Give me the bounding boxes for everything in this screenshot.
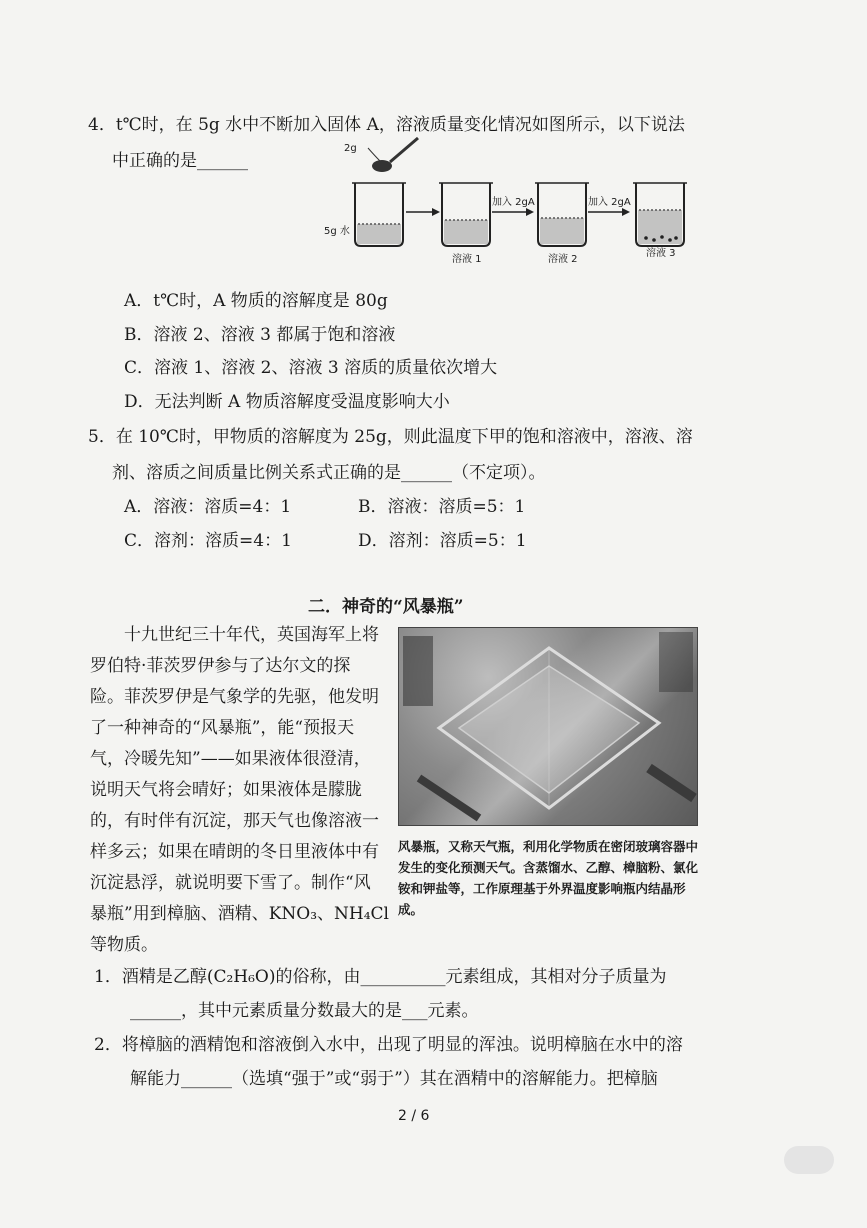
s2-q1-line2: ______，其中元素质量分数最大的是___元素。 <box>130 1001 479 1021</box>
photo-caption <box>398 836 698 920</box>
q4-option-c: C．溶液 1、溶液 2、溶液 3 溶质的质量依次增大 <box>124 358 498 378</box>
q5-option-c: C．溶剂：溶质=4：1 <box>124 531 292 551</box>
beaker3-label: 溶液 3 <box>646 248 676 259</box>
page-number: 2 / 6 <box>398 1108 430 1124</box>
passage-line: 险。菲茨罗伊是气象学的先驱，他发明 <box>90 687 379 707</box>
caption-line: 发生的变化预测天气。含蒸馏水、乙醇、樟脑粉、氯化 <box>398 860 699 875</box>
section2-title: 二．神奇的“风暴瓶” <box>308 597 464 617</box>
beaker-1-icon <box>352 183 406 246</box>
s2-q2-line1: 2．将樟脑的酒精饱和溶液倒入水中，出现了明显的浑浊。说明樟脑在水中的溶 <box>94 1035 683 1055</box>
q5-option-a: A．溶液：溶质=4：1 <box>124 497 292 517</box>
q4-option-a: A．t℃时，A 物质的溶解度是 80g <box>124 291 388 311</box>
q4-option-b: B．溶液 2、溶液 3 都属于饱和溶液 <box>124 325 396 345</box>
spoon-icon <box>368 138 418 172</box>
passage-line: 十九世纪三十年代，英国海军上将 <box>124 625 379 645</box>
caption-line: 风暴瓶，又称天气瓶，利用化学物质在密闭玻璃容器中 <box>398 839 699 854</box>
beaker-4-icon <box>633 183 687 246</box>
passage-line: 说明天气将会晴好；如果液体是朦胧 <box>90 780 362 800</box>
s2-q2-line2: 解能力______（选填“强于”或“弱于”）其在酒精中的溶解能力。把樟脑 <box>130 1069 658 1089</box>
arrow3-label: 加入 2gA <box>588 197 631 208</box>
caption-line: 铵和钾盐等，工作原理基于外界温度影响瓶内结晶形 <box>398 881 686 896</box>
section2-passage <box>90 620 389 961</box>
passage-line: 等物质。 <box>90 935 158 955</box>
q4-line2: 中正确的是______ <box>112 151 248 171</box>
passage-line: 的，有时伴有沉淀，那天气也像溶液一 <box>90 811 379 831</box>
q5-option-d: D．溶剂：溶质=5：1 <box>358 531 527 551</box>
arrow-2-icon <box>492 208 534 216</box>
arrow-3-icon <box>588 208 630 216</box>
s2-q1-line1: 1．酒精是乙醇(C₂H₆O)的俗称，由__________元素组成，其相对分子质量为 <box>94 967 667 987</box>
water-label: 5g 水 <box>324 226 350 237</box>
passage-line: 样多云；如果在晴朗的冬日里液体中有 <box>90 842 379 862</box>
arrow2-label: 加入 2gA <box>492 197 535 208</box>
spoon-label: 2g <box>344 143 357 154</box>
q4-line1: 4．t℃时，在 5g 水中不断加入固体 A，溶液质量变化情况如图所示，以下说法 <box>88 115 685 135</box>
beaker1-label: 溶液 1 <box>452 254 482 265</box>
storm-glass-photo <box>398 627 698 826</box>
q5-line2: 剂、溶质之间质量比例关系式正确的是______（不定项）。 <box>112 463 546 483</box>
passage-line: 暴瓶”用到樟脑、酒精、KNO₃、NH₄Cl <box>90 904 389 924</box>
q4-option-d: D．无法判断 A 物质溶解度受温度影响大小 <box>124 392 450 412</box>
passage-line: 气，冷暖先知”——如果液体很澄清， <box>90 749 371 769</box>
caption-line: 成。 <box>398 902 424 917</box>
passage-line: 罗伯特·菲茨罗伊参与了达尔文的探 <box>90 656 351 676</box>
q5-line1: 5．在 10℃时，甲物质的溶解度为 25g，则此温度下甲的饱和溶液中，溶液、溶 <box>88 427 693 447</box>
arrow-1-icon <box>406 208 440 216</box>
q5-option-b: B．溶液：溶质=5：1 <box>358 497 526 517</box>
beaker-3-icon <box>535 183 589 246</box>
beaker2-label: 溶液 2 <box>548 254 578 265</box>
passage-line: 沉淀悬浮，就说明要下雪了。制作“风 <box>90 873 371 893</box>
watermark-logo <box>784 1146 834 1174</box>
beaker-2-icon <box>439 183 493 246</box>
passage-line: 了一种神奇的“风暴瓶”，能“预报天 <box>90 718 355 738</box>
